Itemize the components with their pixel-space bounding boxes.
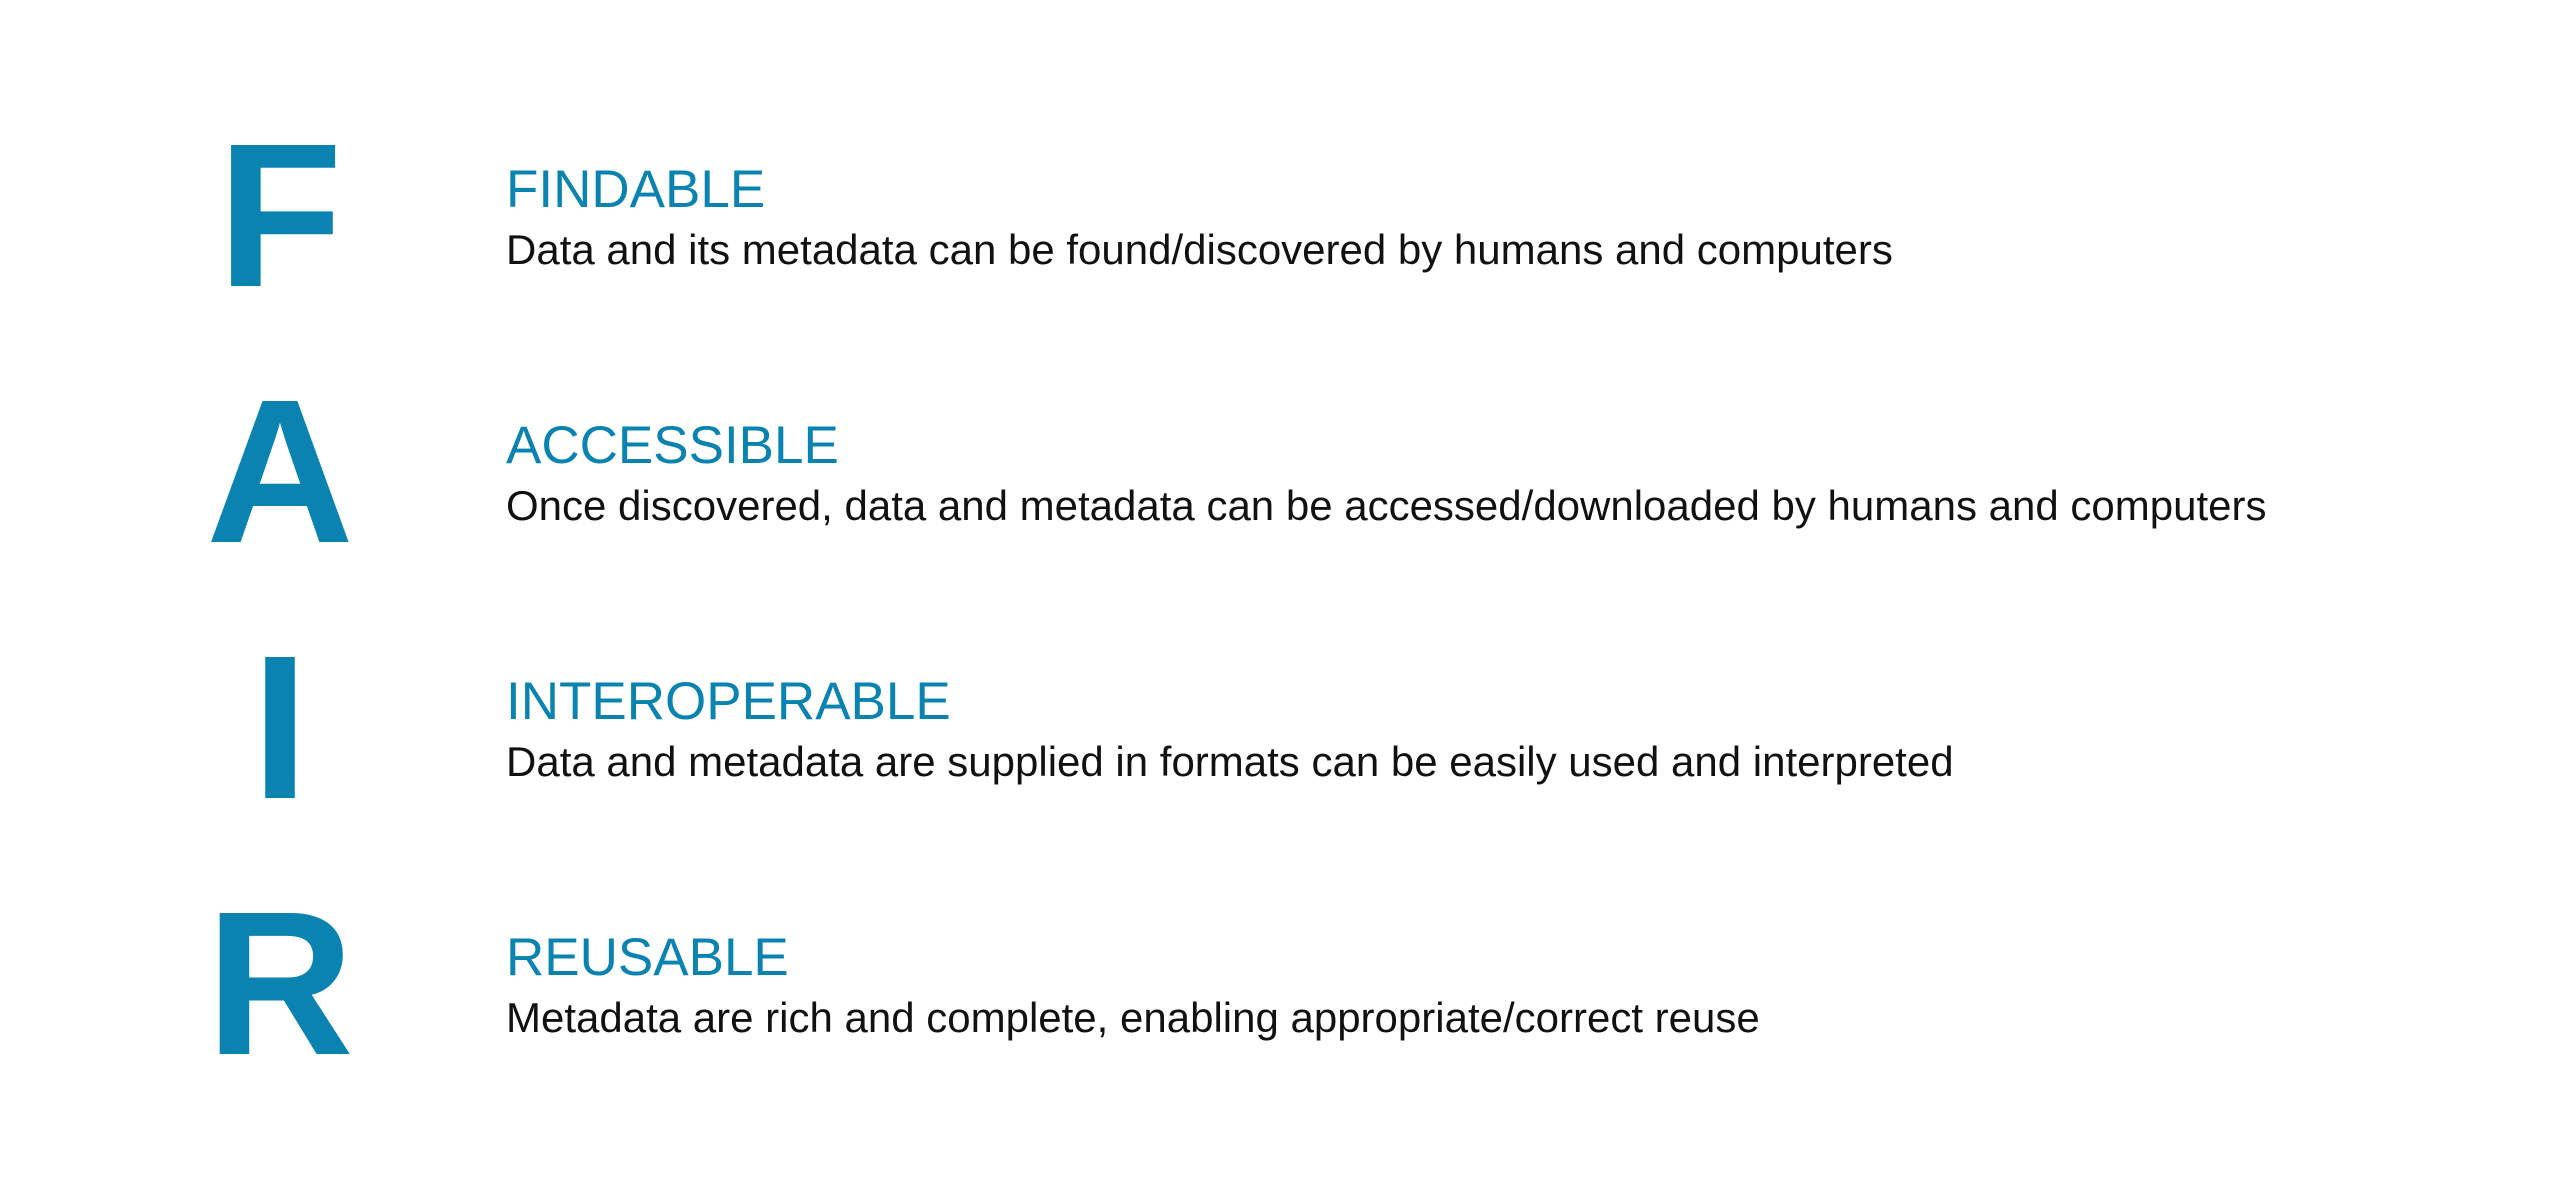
- principle-description-accessible: Once discovered, data and metadata can be accessed/downloaded by humans and computers: [506, 482, 2267, 529]
- principle-interoperable: [0, 613, 2550, 898]
- acronym-letter-a: A: [205, 357, 355, 586]
- principle-accessible: [0, 357, 2550, 642]
- principle-description-reusable: Metadata are rich and complete, enabling appropriate/correct reuse: [506, 994, 1760, 1041]
- principle-description-interoperable: Data and metadata are supplied in formats can be easily used and interpreted: [506, 738, 1954, 785]
- principle-term-reusable: REUSABLE: [506, 928, 789, 987]
- principle-term-accessible: ACCESSIBLE: [506, 416, 839, 475]
- principle-term-findable: FINDABLE: [506, 160, 766, 219]
- acronym-letter-f: F: [217, 101, 343, 330]
- principle-term-interoperable: INTEROPERABLE: [506, 672, 951, 731]
- principle-description-findable: Data and its metadata can be found/discovered by humans and computers: [506, 226, 1893, 273]
- principle-findable: [0, 101, 2550, 386]
- acronym-letter-i: I: [251, 613, 309, 842]
- acronym-letter-r: R: [205, 869, 355, 1098]
- principle-reusable: [0, 869, 2550, 1154]
